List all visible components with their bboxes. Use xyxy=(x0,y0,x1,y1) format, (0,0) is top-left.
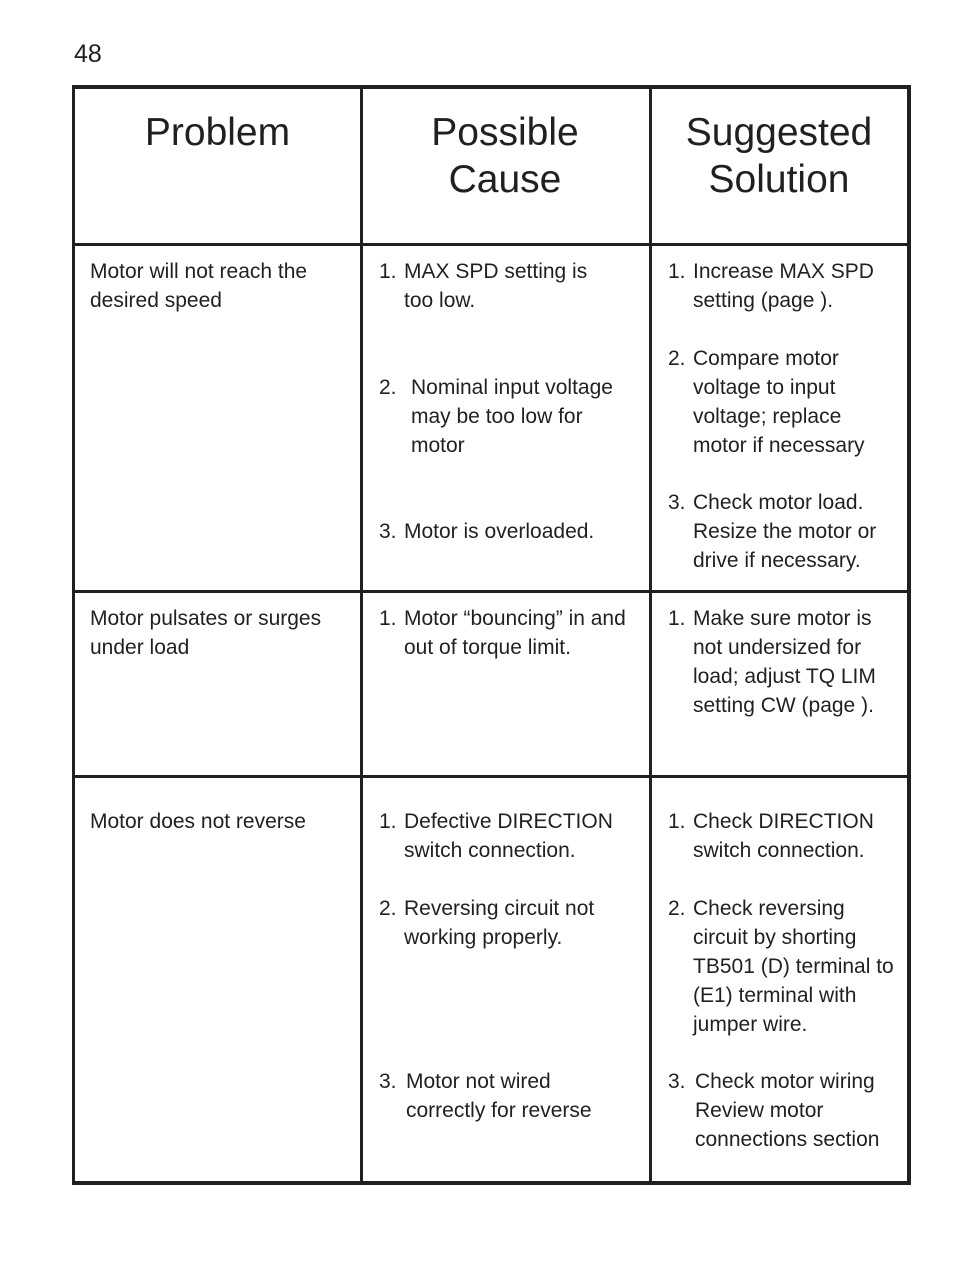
solution-text: Check motor wiring Review motor connections section xyxy=(695,1070,880,1151)
solution-item xyxy=(668,807,903,865)
solution-item xyxy=(668,344,903,460)
row-divider-2 xyxy=(72,775,911,778)
cause-text: Reversing circuit not working properly. xyxy=(404,897,595,949)
cause-number: 1. xyxy=(379,607,397,630)
solution-text: Check motor load. Resize the motor or drive if necessary. xyxy=(693,491,877,572)
table-border-bottom xyxy=(72,1181,911,1185)
column-divider-2 xyxy=(649,85,652,1185)
solution-text: Make sure motor is not undersized for load; adjust TQ LIM setting CW (page ). xyxy=(693,607,876,717)
header-divider xyxy=(72,243,911,246)
solution-number: 2. xyxy=(668,897,686,920)
solution-number: 1. xyxy=(668,810,686,833)
solution-text: Compare motor voltage to input voltage; replace motor if necessary xyxy=(693,347,865,457)
cause-item xyxy=(379,807,644,865)
solution-number: 1. xyxy=(668,607,686,630)
problem-cell: Motor does not reverse xyxy=(90,810,306,833)
cause-number: 3. xyxy=(379,520,397,543)
problem-cell: Motor will not reach the desired speed xyxy=(90,260,308,312)
problem-cell: Motor pulsates or surges under load xyxy=(90,607,322,659)
solution-item xyxy=(668,604,903,720)
solution-number: 2. xyxy=(668,347,686,370)
solution-number: 1. xyxy=(668,260,686,283)
cause-item xyxy=(379,894,644,952)
header-possible-cause: Possible Cause xyxy=(431,111,579,201)
cause-number: 1. xyxy=(379,260,397,283)
cause-number: 2. xyxy=(379,376,397,399)
cause-item xyxy=(379,517,639,546)
solution-item xyxy=(668,488,903,575)
solution-item xyxy=(668,257,903,315)
table-border-top xyxy=(72,85,911,89)
cause-item xyxy=(379,373,639,460)
row-divider-1 xyxy=(72,590,911,593)
cause-text: Motor not wired correctly for reverse xyxy=(406,1070,592,1122)
cause-text: Defective DIRECTION switch connection. xyxy=(404,810,613,862)
solution-number: 3. xyxy=(668,491,686,514)
table-border-left xyxy=(72,85,75,1185)
cause-text: Nominal input voltage may be too low for motor xyxy=(411,376,613,457)
column-divider-1 xyxy=(360,85,363,1185)
solution-text: Increase MAX SPD setting (page ). xyxy=(693,260,874,312)
page-number: 48 xyxy=(74,40,102,68)
cause-item xyxy=(379,604,644,662)
cause-text: MAX SPD setting is too low. xyxy=(404,260,588,312)
cause-number: 1. xyxy=(379,810,397,833)
table-border-right xyxy=(907,85,911,1185)
solution-text: Check reversing circuit by shorting TB501 (D) terminal to (E1) terminal with jumper wire. xyxy=(693,897,894,1036)
solution-text: Check DIRECTION switch connection. xyxy=(693,810,874,862)
cause-number: 3. xyxy=(379,1070,397,1093)
solution-item xyxy=(668,1067,903,1154)
cause-text: Motor “bouncing” in and out of torque limit. xyxy=(404,607,626,659)
cause-number: 2. xyxy=(379,897,397,920)
header-suggested-solution: Suggested Solution xyxy=(685,111,873,201)
troubleshooting-table xyxy=(72,85,911,1185)
solution-number: 3. xyxy=(668,1070,686,1093)
cause-item xyxy=(379,257,639,315)
cause-item xyxy=(379,1067,644,1125)
solution-item xyxy=(668,894,903,1039)
cause-text: Motor is overloaded. xyxy=(404,520,595,543)
header-problem: Problem xyxy=(144,111,291,154)
